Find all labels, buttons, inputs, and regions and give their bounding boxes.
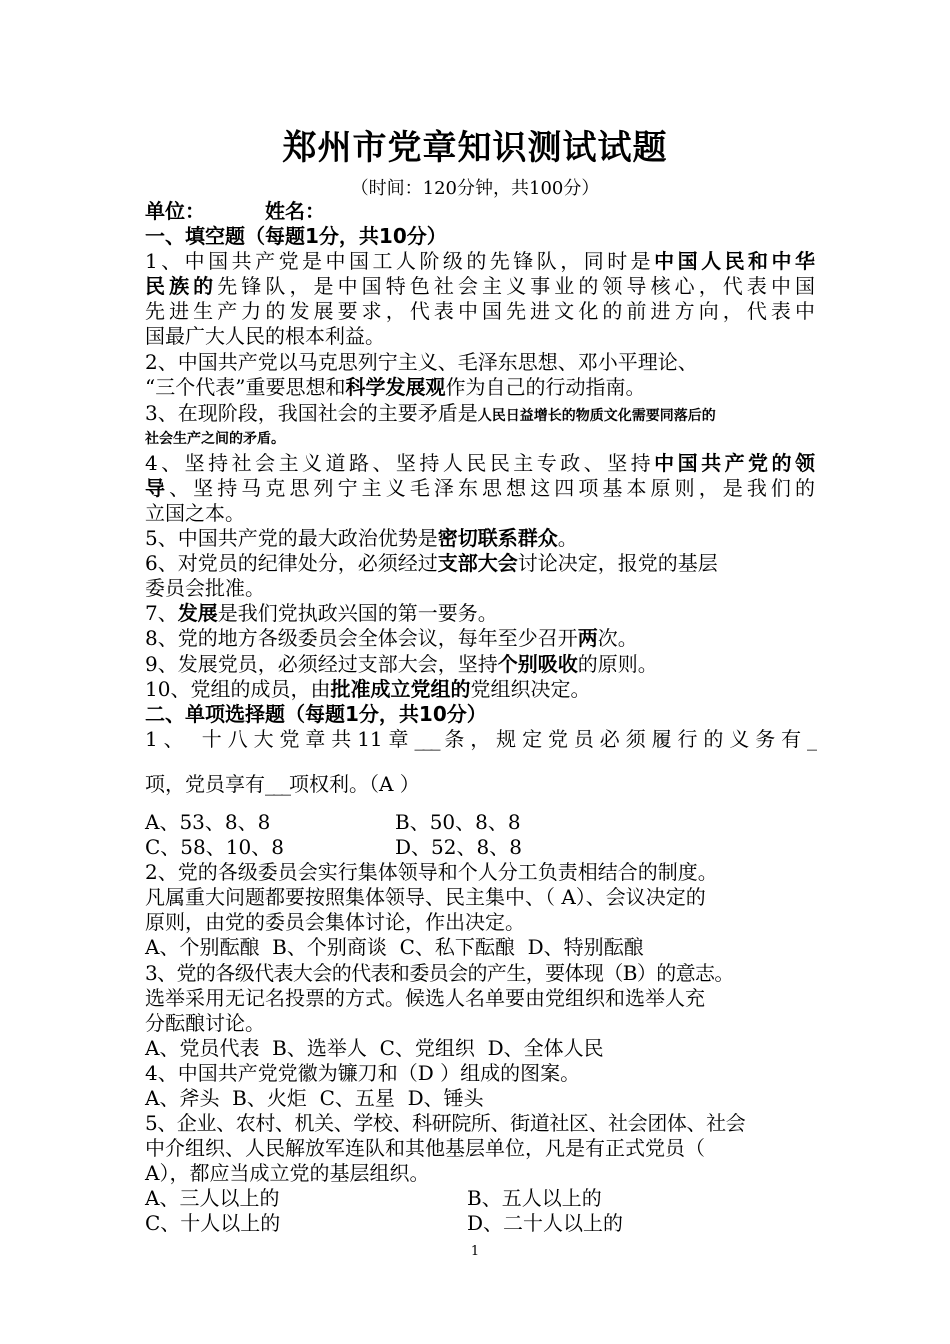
question-choice-1: 1、 十八大党章共11章___条，规定党员必须履行的义务有_ 项，党员享有___项权利。（A ） A、53、8、8 B、50、8、8 C、58、10、8 D、52、8、8 — [145, 726, 816, 860]
choice-options: A、斧头 B、火炬 C、五星 D、锤头 — [145, 1086, 484, 1110]
question-fill-1: 1、中国共产党是中国工人阶级的先锋队，同时是中国人民和中华 民族的先锋队，是中国特色社会主义事业的领导核心，代表中国 先进生产力的发展要求，代表中国先进文化的前进方向，代表中 国最广大人民的根本利益。 — [145, 249, 816, 349]
choice-options: A、三人以上的 B、五人以上的 — [145, 1186, 602, 1211]
choice-options: A、53、8、8 B、50、8、8 — [145, 809, 521, 834]
answer: 支部大会 — [437, 551, 518, 576]
question-fill-6: 6、对党员的纪律处分，必须经过支部大会讨论决定，报党的基层 委员会批准。 — [145, 551, 718, 601]
question-choice-2: 2、党的各级委员会实行集体领导和个人分工负责相结合的制度。 凡属重大问题都要按照集体领导、民主集中、（ A）、会议决定的 原则，由党的委员会集体讨论，作出决定。 A、个别酝酿 B、个别商谈 C、私下酝酿 D、特别酝酿 — [145, 860, 815, 960]
page-number: 1 — [470, 1244, 480, 1259]
info-line — [145, 199, 815, 224]
answer: 人民日益增长的物质文化需要同落后的 — [477, 407, 716, 424]
question-fill-8: 8、党的地方各级委员会全体会议，每年至少召开两次。 — [145, 626, 638, 651]
name-label: 姓名： — [265, 199, 325, 223]
choice-options: C、十人以上的 D、二十人以上的 — [145, 1211, 624, 1236]
question-fill-10: 10、党组的成员，由批准成立党组的党组织决定。 — [145, 676, 591, 701]
answer: 民族的 — [145, 274, 218, 299]
question-fill-5: 5、中国共产党的最大政治优势是密切联系群众。 — [145, 526, 578, 551]
answer: 中国人民和中华 — [654, 249, 815, 274]
document-body — [145, 199, 815, 1237]
question-fill-2: 2、中国共产党以马克思列宁主义、毛泽东思想、邓小平理论、 “三个代表”重要思想和科学发展观作为自己的行动指南。 — [145, 349, 698, 399]
section1-heading: 一、填空题（每题1分，共10分） — [145, 224, 447, 249]
page-title: 郑州市党章知识测试试题 — [282, 128, 668, 168]
answer: 中国共产党的领 — [654, 450, 815, 475]
answer: 两 — [577, 626, 598, 651]
choice-options: A、党员代表 B、选举人 C、党组织 D、全体人民 — [145, 1035, 604, 1060]
section2-heading: 二、单项选择题（每题1分，共10分） — [145, 701, 487, 726]
choice-options: A、个别酝酿 B、个别商谈 C、私下酝酿 D、特别酝酿 — [145, 935, 644, 960]
question-choice-3: 3、党的各级代表大会的代表和委员会的产生，要体现（B）的意志。 选举采用无记名投票的方式。候选人名单要由党组织和选举人充 分酝酿讨论。 A、党员代表 B、选举人 C、党组织 D、全体人民 — [145, 961, 815, 1061]
question-choice-4: 4、中国共产党党徽为镰刀和（D ）组成的图案。 A、斧头 B、火炬 C、五星 D、锤头 — [145, 1061, 815, 1111]
choice-options: C、58、10、8 D、52、8、8 — [145, 835, 522, 860]
question-choice-5: 5、企业、农村、机关、学校、科研院所、街道社区、社会团体、社会 中介组织、人民解放军连队和其他基层单位，凡是有正式党员（ A），都应当成立党的基层组织。 A、三人以上的 B、五人以上的 C、十人以上的 D、二十人以上的 — [145, 1111, 815, 1236]
unit-label: 单位： — [145, 199, 205, 223]
answer: 社会生产之间的矛盾。 — [145, 430, 285, 447]
answer: 发展 — [177, 601, 218, 626]
answer: 个别吸收 — [497, 651, 578, 676]
answer: 导 — [145, 475, 170, 500]
question-fill-9: 9、发展党员，必须经过支部大会，坚持个别吸收的原则。 — [145, 651, 658, 676]
answer: 批准成立党组的 — [330, 676, 471, 701]
answer: 科学发展观 — [345, 374, 446, 399]
question-fill-7: 7、发展是我们党执政兴国的第一要务。 — [145, 601, 498, 626]
exam-duration: （时间：120分钟，共100分） — [350, 178, 600, 199]
answer: 密切联系群众 — [437, 526, 558, 551]
question-fill-4: 4、坚持社会主义道路、坚持人民民主专政、坚持中国共产党的领 导、坚持马克思列宁主义毛泽东思想这四项基本原则，是我们的 立国之本。 — [145, 450, 816, 525]
question-fill-3: 3、在现阶段，我国社会的主要矛盾是人民日益增长的物质文化需要同落后的 社会生产之间的矛盾。 — [145, 400, 815, 451]
